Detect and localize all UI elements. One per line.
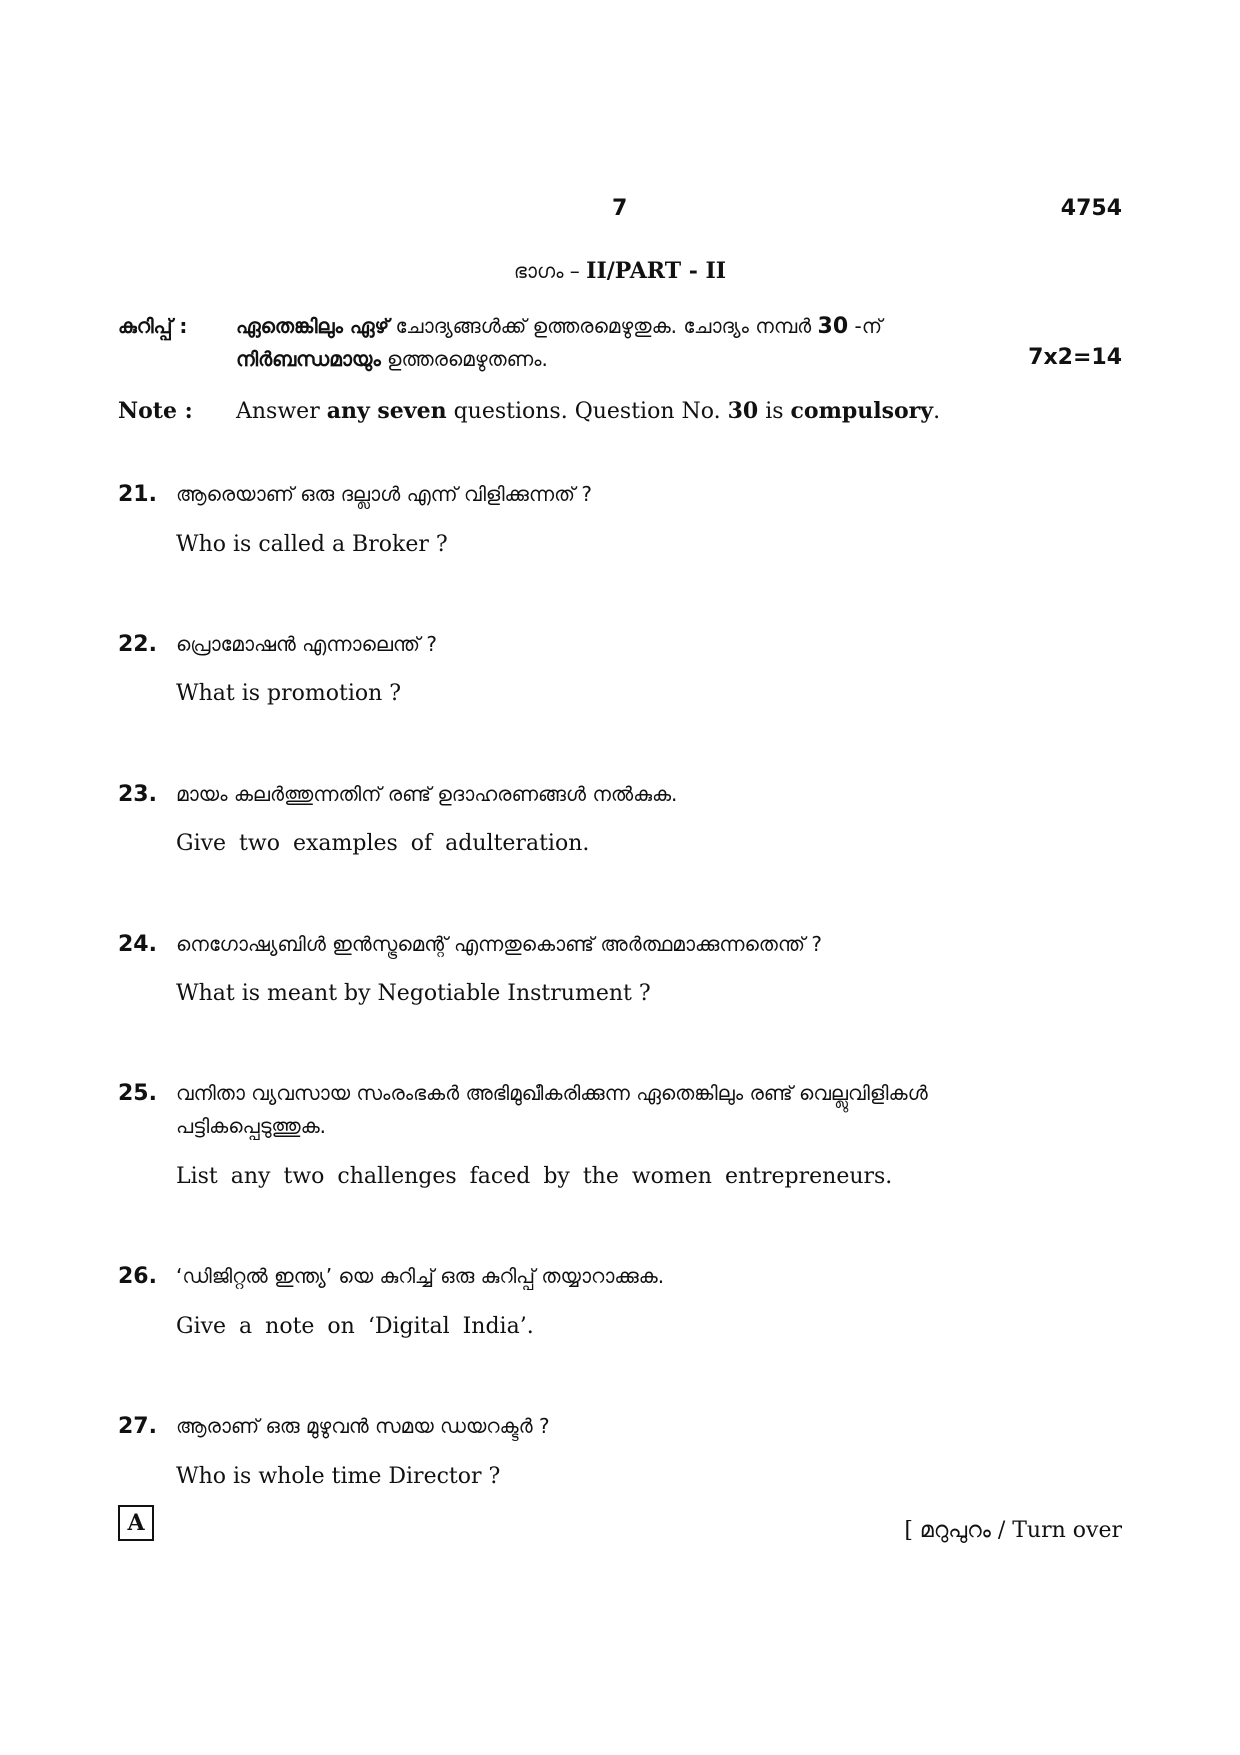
- instruction-text: ചോദ്യങ്ങൾക്ക് ഉത്തരമെഴുതുക. ചോദ്യം നമ്പർ: [389, 314, 818, 338]
- note-part-2: questions. Question No.: [446, 399, 728, 424]
- instruction-bold-compulsory: നിർബന്ധമായും: [236, 347, 381, 371]
- question-number: 27.: [118, 1414, 157, 1439]
- instruction-bold-any-seven: ഏതെങ്കിലും ഏഴ്: [236, 314, 390, 338]
- question-text-ml-line2: പട്ടികപ്പെടുത്തുക.: [176, 1114, 327, 1138]
- question-number: 24.: [118, 932, 157, 957]
- instruction-suffix: -ന്: [848, 314, 883, 338]
- instruction-label-ml: കുറിപ്പ് :: [118, 314, 188, 338]
- question-text-ml: നെഗോഷ്യബിൾ ഇൻസ്ട്രമെന്റ് എന്നതുകൊണ്ട് അർത്ഥമാക്കുന്നതെന്ത് ?: [176, 932, 822, 956]
- page-number: 7: [612, 196, 628, 221]
- question-text-en: List any two challenges faced by the women entrepreneurs.: [176, 1164, 893, 1189]
- instruction-question-number: 30: [817, 314, 849, 339]
- question-text-ml: മായം കലർത്തുന്നതിന് രണ്ട് ഉദാഹരണങ്ങൾ നൽകുക.: [176, 782, 678, 806]
- question-number: 21.: [118, 482, 157, 507]
- question-text-en: Who is whole time Director ?: [176, 1464, 501, 1489]
- question-text-en: What is meant by Negotiable Instrument ?: [176, 981, 651, 1006]
- question-text-ml: ആരാണ് ഒരു മുഴുവൻ സമയ ഡയറക്ടർ ?: [176, 1414, 550, 1438]
- paper-code: 4754: [1060, 196, 1122, 221]
- question-text-en: Give a note on ‘Digital India’.: [176, 1314, 534, 1339]
- question-number: 22.: [118, 632, 157, 657]
- note-part-1: Answer: [236, 399, 327, 424]
- question-number: 25.: [118, 1081, 157, 1106]
- note-bold-any-seven: any seven: [326, 398, 447, 424]
- question-text-ml: ആരെയാണ് ഒരു ദല്ലാൾ എന്ന് വിളിക്കുന്നത് ?: [176, 482, 592, 506]
- note-part-4: .: [933, 399, 941, 424]
- part-title-ml: ഭാഗം –: [513, 259, 587, 283]
- marks-scheme: 7x2=14: [1028, 345, 1122, 370]
- question-text-ml: ‘ഡിജിറ്റൽ ഇന്ത്യ’ യെ കുറിച്ച് ഒരു കുറിപ്പ് തയ്യാറാക്കുക.: [176, 1264, 665, 1288]
- note-part-3: is: [758, 399, 791, 424]
- turn-over-label: [ മറുപുറം / Turn over: [904, 1518, 1122, 1543]
- question-number: 26.: [118, 1264, 157, 1289]
- question-text-en: Give two examples of adulteration.: [176, 831, 590, 856]
- question-text-en: Who is called a Broker ?: [176, 532, 448, 557]
- instruction-text-2: ഉത്തരമെഴുതണം.: [380, 347, 548, 371]
- note-bold-number: 30: [727, 398, 759, 424]
- question-text-ml: വനിതാ വ്യവസായ സംരംഭകർ അഭിമുഖീകരിക്കുന്ന ഏതെങ്കിലും രണ്ട് വെല്ലുവിളികൾ: [176, 1081, 928, 1105]
- note-text: [236, 398, 940, 424]
- question-number: 23.: [118, 782, 157, 807]
- part-title: [0, 258, 1240, 284]
- version-box: A: [118, 1505, 154, 1541]
- question-text-ml: പ്രൊമോഷൻ എന്നാലെന്ത് ?: [176, 632, 438, 656]
- instruction-ml-line1: [236, 314, 882, 339]
- instruction-ml-line2: [236, 347, 548, 372]
- part-title-en: II/PART - II: [586, 258, 727, 284]
- note-label: Note :: [118, 398, 193, 424]
- question-text-en: What is promotion ?: [176, 681, 402, 706]
- note-bold-compulsory: compulsory: [790, 398, 934, 424]
